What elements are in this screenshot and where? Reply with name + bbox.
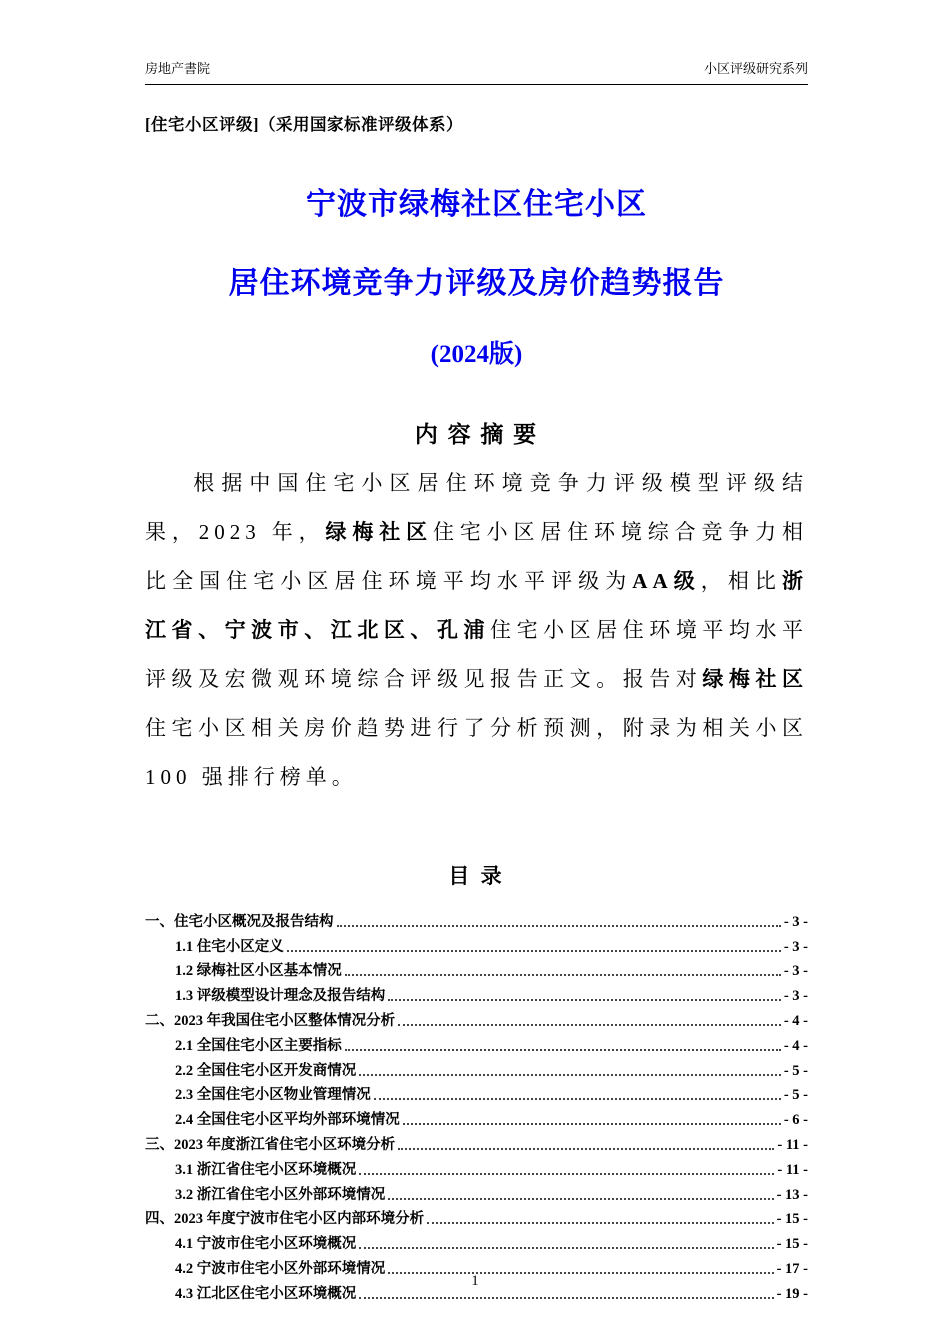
toc-item bbox=[145, 1154, 808, 1179]
summary-segment: 住宅小区居住环境综合竞争力相比全国住宅小区居住环境平均水平评级为 bbox=[145, 520, 809, 593]
toc-item-label: 1.1 住宅小区定义 bbox=[175, 938, 284, 955]
toc-item-label: 1.3 评级模型设计理念及报告结构 bbox=[175, 988, 386, 1005]
toc-item bbox=[145, 1104, 808, 1129]
toc-item-label: 4.2 宁波市住宅小区外部环境情况 bbox=[175, 1260, 386, 1277]
toc-item-page: - 3 - bbox=[783, 963, 808, 980]
header-right-text: 小区评级研究系列 bbox=[703, 61, 808, 76]
toc-dot-leader bbox=[359, 1297, 773, 1299]
toc-dot-leader bbox=[337, 925, 781, 927]
toc-item-label: 2.4 全国住宅小区平均外部环境情况 bbox=[175, 1112, 400, 1129]
toc-item bbox=[145, 1055, 808, 1080]
toc-item bbox=[145, 1080, 808, 1105]
toc-item-label: 4.1 宁波市住宅小区环境概况 bbox=[175, 1236, 357, 1253]
toc-dot-leader bbox=[398, 1024, 781, 1026]
header-left-text: 房地产書院 bbox=[145, 61, 211, 76]
toc-item-page: - 19 - bbox=[776, 1285, 808, 1302]
toc-item bbox=[145, 1179, 808, 1204]
title-block bbox=[145, 179, 808, 370]
report-title-line2: 居住环境竞争力评级及房价趋势报告 bbox=[228, 267, 725, 300]
toc-item-page: - 11 - bbox=[777, 1136, 808, 1153]
toc-item-page: - 6 - bbox=[783, 1112, 808, 1129]
toc-item-label: 一、住宅小区概况及报告结构 bbox=[145, 913, 334, 930]
toc-item-page: - 15 - bbox=[776, 1211, 808, 1228]
toc-item bbox=[145, 1030, 808, 1055]
toc-item-label: 4.3 江北区住宅小区环境概况 bbox=[175, 1285, 357, 1302]
toc-item bbox=[145, 931, 808, 956]
toc-item bbox=[145, 956, 808, 981]
toc-item-label: 三、2023 年度浙江省住宅小区环境分析 bbox=[145, 1136, 396, 1153]
report-title-line1: 宁波市绿梅社区住宅小区 bbox=[306, 188, 647, 221]
toc-item bbox=[145, 1129, 808, 1154]
toc-item-page: - 5 - bbox=[783, 1062, 808, 1079]
toc-dot-leader bbox=[388, 1198, 773, 1200]
toc-item bbox=[145, 1005, 808, 1030]
toc-item-page: - 11 - bbox=[777, 1161, 808, 1178]
rating-system-tagline: [住宅小区评级]（采用国家标准评级体系） bbox=[145, 115, 463, 134]
toc-item-label: 2.1 全国住宅小区主要指标 bbox=[175, 1037, 342, 1054]
summary-segment: 住宅小区居住环境平均水平评级及宏微观环境综合评级见报告正文。报告对 bbox=[145, 618, 809, 691]
toc-item-label: 四、2023 年度宁波市住宅小区内部环境分析 bbox=[145, 1211, 425, 1228]
toc-item bbox=[145, 1204, 808, 1229]
toc-dot-leader bbox=[388, 999, 781, 1001]
toc-item-label: 2.2 全国住宅小区开发商情况 bbox=[175, 1062, 357, 1079]
toc-dot-leader bbox=[359, 1074, 781, 1076]
page-header bbox=[145, 58, 808, 85]
summary-segment: ，相比 bbox=[700, 569, 782, 593]
toc-item-page: - 3 - bbox=[783, 938, 808, 955]
summary-segment: 住宅小区相关房价趋势进行了分析预测，附录为相关小区 100 强排行榜单。 bbox=[145, 716, 808, 789]
toc-dot-leader bbox=[345, 1049, 781, 1051]
toc-dot-leader bbox=[359, 1247, 773, 1249]
toc-dot-leader bbox=[359, 1173, 774, 1175]
report-edition: (2024版) bbox=[430, 341, 523, 368]
summary-segment: 绿梅社区 bbox=[702, 667, 808, 691]
toc-item bbox=[145, 906, 808, 931]
toc-item-page: - 3 - bbox=[783, 913, 808, 930]
toc-item-label: 2.3 全国住宅小区物业管理情况 bbox=[175, 1087, 371, 1104]
toc-item-page: - 17 - bbox=[776, 1260, 808, 1277]
summary-paragraph bbox=[145, 459, 808, 802]
toc-item-label: 3.2 浙江省住宅小区外部环境情况 bbox=[175, 1186, 386, 1203]
toc-item-page: - 13 - bbox=[776, 1186, 808, 1203]
toc-item-page: - 15 - bbox=[776, 1236, 808, 1253]
toc-item-page: - 4 - bbox=[783, 1012, 808, 1029]
toc-dot-leader bbox=[345, 974, 781, 976]
toc-item-label: 二、2023 年我国住宅小区整体情况分析 bbox=[145, 1012, 396, 1029]
toc-item bbox=[145, 980, 808, 1005]
toc-list bbox=[145, 906, 808, 1303]
toc-dot-leader bbox=[427, 1222, 773, 1224]
summary-segment: 根据中国住宅小区居住环境竞争力评级模型评级结果，2023 年， bbox=[145, 471, 808, 544]
toc-item bbox=[145, 1228, 808, 1253]
toc-item-page: - 3 - bbox=[783, 988, 808, 1005]
toc-item-label: 3.1 浙江省住宅小区环境概况 bbox=[175, 1161, 357, 1178]
summary-heading: 内 容 摘 要 bbox=[414, 422, 539, 447]
summary-segment: 浙江省、宁波市、江北区、孔浦 bbox=[145, 569, 808, 642]
toc-dot-leader bbox=[287, 950, 781, 952]
toc-dot-leader bbox=[403, 1123, 781, 1125]
toc-item-page: - 5 - bbox=[783, 1087, 808, 1104]
toc-dot-leader bbox=[374, 1098, 781, 1100]
toc-dot-leader bbox=[398, 1148, 774, 1150]
toc-item-page: - 4 - bbox=[783, 1037, 808, 1054]
page-number: 1 bbox=[471, 1273, 479, 1289]
summary-segment: AA级 bbox=[632, 569, 701, 593]
toc-item-label: 1.2 绿梅社区小区基本情况 bbox=[175, 963, 342, 980]
toc-heading: 目 录 bbox=[448, 864, 505, 888]
summary-segment: 绿梅社区 bbox=[325, 520, 433, 544]
